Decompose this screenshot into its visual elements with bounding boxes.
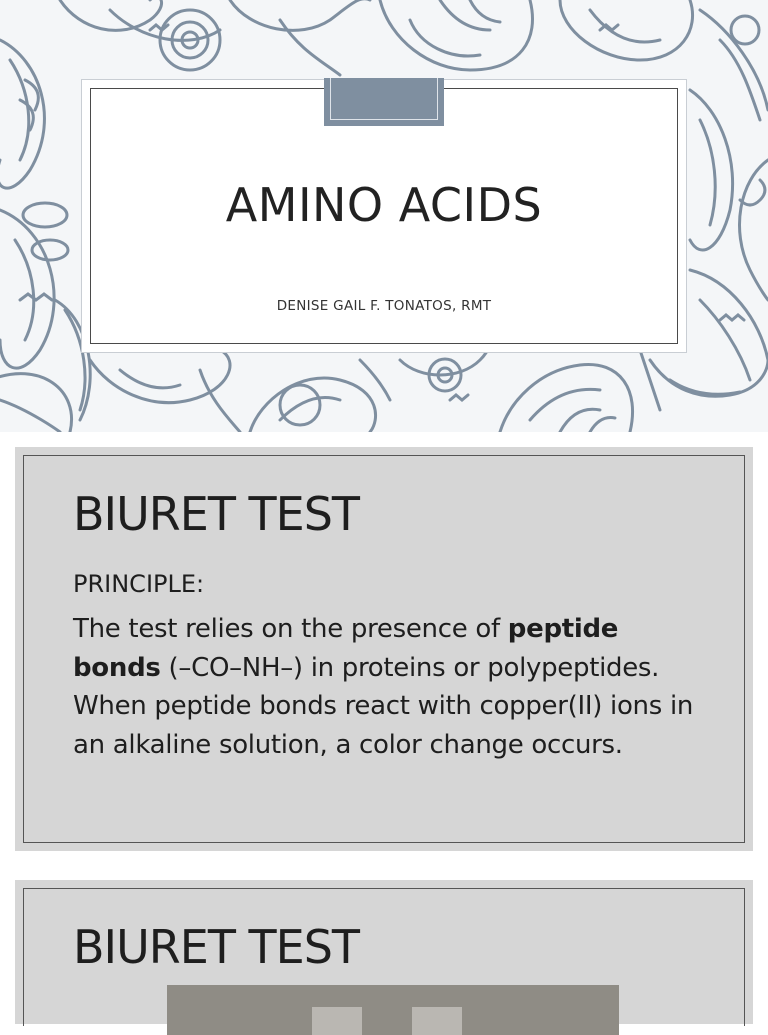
- presentation-title: AMINO ACIDS: [225, 178, 543, 232]
- test-tube-glass: [412, 1007, 462, 1035]
- body-text-part2: (–CO–NH–) in proteins or polypeptides. When peptide bonds react with copper(II) ions in an alkaline solution, a color change occurs.: [73, 652, 694, 760]
- principle-body-text: [73, 610, 713, 764]
- title-accent-tab-inner: [330, 78, 438, 120]
- slide-biuret-principle: [15, 447, 753, 851]
- body-text-part1: The test relies on the presence of: [73, 614, 508, 644]
- test-tube-glass: [312, 1007, 362, 1035]
- title-accent-tab: [324, 78, 444, 126]
- body-text-bold-term: peptide bonds: [73, 614, 619, 683]
- principle-label: PRINCIPLE:: [73, 570, 205, 598]
- slide-heading: BIURET TEST: [73, 487, 360, 541]
- test-tube-photo: [167, 985, 619, 1035]
- title-slide: [0, 0, 768, 432]
- presentation-author: DENISE GAIL F. TONATOS, RMT: [276, 298, 492, 314]
- slide-biuret-image: [15, 880, 753, 1024]
- slide-heading: BIURET TEST: [73, 920, 360, 974]
